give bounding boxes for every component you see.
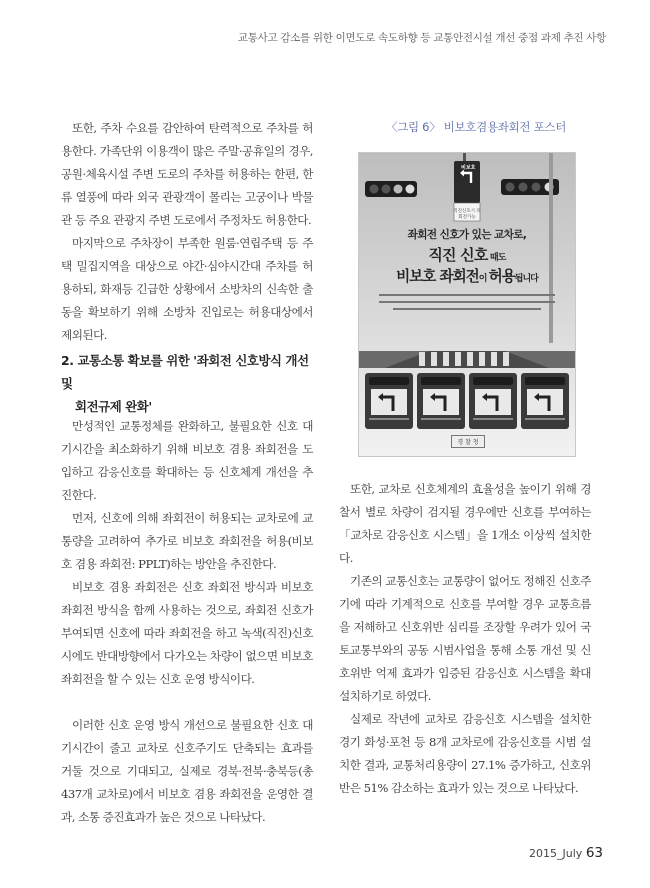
paragraph: 마지막으로 주차장이 부족한 원룸·연립주택 등 주택 밀집지역을 대상으로 야간·심야시간대 주차를 허용하되, 화재등 긴급한 상황에서 소방차의 신속한 출동을 확보하기 위해 소방차 진입로는 허용대상에서 제외된다.	[61, 236, 313, 342]
poster-headline-1: 좌회전 신호가 있는 교차로,	[407, 229, 527, 241]
poster-artwork	[359, 153, 575, 456]
sign-label: 비보호	[461, 165, 476, 171]
page-footer	[529, 845, 603, 861]
poster-headline-2b: 때도	[487, 253, 506, 263]
paragraph: 만성적인 교통정체를 완화하고, 불필요한 신호 대기시간을 최소화하기 위해 비보호 겸용 좌회전을 도입하고 감응신호를 확대하는 등 신호체계 개선을 추진한다.	[61, 419, 313, 502]
paragraph: 또한, 교차로 신호체계의 효율성을 높이기 위해 경찰서 별로 차량이 검지될 경우에만 신호를 부여하는 「교차로 감응신호 시스템」을 1개소 이상씩 설치한다.	[339, 482, 591, 565]
poster-fine-print	[393, 308, 541, 310]
page-number: 63	[585, 845, 603, 861]
right-column	[339, 478, 591, 800]
poster-headline-3a: 비보호 좌회전	[396, 268, 479, 285]
running-header: 교통사고 감소를 위한 이면도로 속도하향 등 교통안전시설 개선 중점 과제 추진 사항	[237, 32, 606, 44]
poster-fine-print	[379, 301, 555, 303]
left-column-body	[61, 415, 313, 829]
poster-headline-3b: 이	[478, 274, 489, 284]
paragraph: 또한, 주차 수요를 감안하여 탄력적으로 주차를 허용한다. 가족단위 이용객이 많은 주말·공휴일의 경우, 공원·체육시설 주변 도로의 주차를 허용하는 한편, 한류 열풍에 따라 외국 관광객이 몰리는 고궁이나 박물관 등 주요 관광지 주변 도로에서 주정차도 허용한다.	[61, 121, 313, 227]
poster-headline-3d: 됩니다	[514, 274, 538, 284]
poster-headline-2a: 직진 신호	[428, 246, 488, 264]
poster-headline-2	[359, 244, 575, 265]
paragraph: 비보호 겸용 좌회전은 신호 좌회전 방식과 비보호 좌회전 방식을 함께 사용하는 것으로, 좌회전 신호가 부여되면 신호에 따라 좌회전을 하고 녹색(직진)신호시에도 반대방향에서 다가오는 차량이 없으면 비보호 좌회전을 할 수 있는 신호 운영 방식이다.	[61, 580, 313, 686]
sign-subtext: 직진신호시 좌회전가능	[453, 209, 481, 220]
poster-fine-print	[379, 294, 555, 296]
poster-image	[358, 152, 576, 457]
poster-brand-mark: 경 찰 청	[451, 435, 485, 448]
figure-caption: 〈그림 6〉 비보호겸용좌회전 포스터	[386, 120, 566, 134]
paragraph: 이러한 신호 운영 방식 개선으로 불필요한 신호 대기시간이 줄고 교차로 신호주기도 단축되는 효과를 거둘 것으로 기대되고, 실제로 경북·전북·충북등(총 437개 교차로)에서 비보호 겸용 좌회전을 운영한 결과, 소통 증진효과가 높은 것으로 나타났다.	[61, 718, 313, 824]
section-heading	[61, 349, 313, 418]
paragraph: 먼저, 신호에 의해 좌회전이 허용되는 교차로에 교통량을 고려하여 추가로 비보호 좌회전을 허용(비보호 겸용 좌회전: PPLT)하는 방안을 추진한다.	[61, 511, 313, 571]
paragraph: 기존의 교통신호는 교통량이 없어도 정해진 신호주기에 따라 기계적으로 신호를 부여할 경우 교통흐름을 저해하고 신호위반 심리를 조장할 우려가 있어 국토교통부와의 공동 시범사업을 통해 소통 개선 및 신호위반 억제 효과가 입증된 감응신호 시스템을 확대설치하기로 하였다.	[339, 574, 591, 703]
poster-headline-3c: 허용	[488, 268, 515, 285]
poster-headline-3	[359, 265, 575, 286]
section-heading-line1: 2. 교통소통 확보를 위한 '좌회전 신호방식 개선 및	[61, 353, 309, 391]
left-column	[61, 117, 313, 347]
section-heading-line2: 회전규제 완화'	[75, 399, 152, 414]
issue-label: 2015_July	[529, 847, 583, 860]
paragraph: 실제로 작년에 교차로 감응신호 시스템을 설치한 경기 화성·포천 등 8개 교차로에 감응신호를 시범 설치한 결과, 교통처리용량이 27.1% 증가하고, 신호위반은 51% 감소하는 효과가 있는 것으로 나타났다.	[339, 712, 591, 795]
